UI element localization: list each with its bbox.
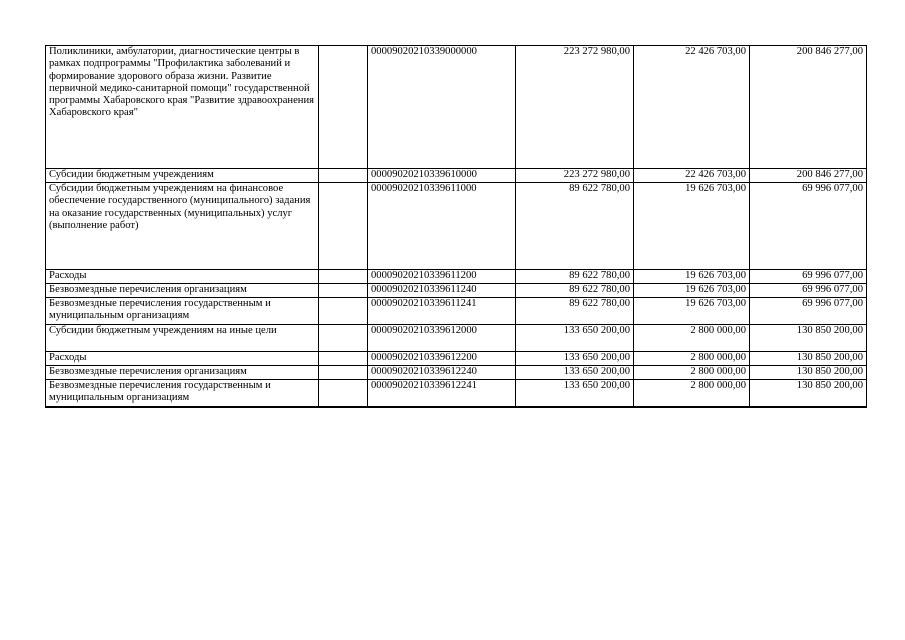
row-name-cell: Безвозмездные перечисления организациям <box>46 284 319 298</box>
table-row <box>46 380 867 408</box>
row-code-cell: 00009020210339611200 <box>368 270 516 284</box>
table-row <box>46 270 867 284</box>
row-code-cell: 00009020210339611240 <box>368 284 516 298</box>
row-code-cell: 00009020210339611000 <box>368 183 516 270</box>
row-name-cell: Поликлиники, амбулатории, диагностические центры в рамках подпрограммы "Профилактика заболеваний и формирование здорового образа жизни. Развитие первичной медико-санитарной помощи" государственной программы Хабаровского края "Развитие здравоохранения Хабаровского края" <box>46 46 319 169</box>
empty-cell <box>319 380 368 408</box>
row-value2-cell: 22 426 703,00 <box>634 169 750 183</box>
row-value2-cell: 2 800 000,00 <box>634 352 750 366</box>
table-row <box>46 46 867 169</box>
row-value1-cell: 89 622 780,00 <box>516 183 634 270</box>
row-code-cell: 00009020210339610000 <box>368 169 516 183</box>
table-row <box>46 284 867 298</box>
row-name-cell: Расходы <box>46 352 319 366</box>
row-value3-cell: 200 846 277,00 <box>750 46 867 169</box>
row-name-cell: Субсидии бюджетным учреждениям на финансовое обеспечение государственного (муниципального) задания на оказание государственных (муниципальных) услуг (выполнение работ) <box>46 183 319 270</box>
row-code-cell: 00009020210339612241 <box>368 380 516 408</box>
row-value1-cell: 133 650 200,00 <box>516 352 634 366</box>
row-value3-cell: 130 850 200,00 <box>750 366 867 380</box>
empty-cell <box>319 183 368 270</box>
empty-cell <box>319 352 368 366</box>
budget-table <box>45 45 867 408</box>
row-name-cell: Безвозмездные перечисления государственным и муниципальным организациям <box>46 380 319 408</box>
empty-cell <box>319 270 368 284</box>
row-value2-cell: 19 626 703,00 <box>634 270 750 284</box>
row-code-cell: 00009020210339612200 <box>368 352 516 366</box>
table-row <box>46 325 867 352</box>
row-value3-cell: 69 996 077,00 <box>750 298 867 325</box>
row-value1-cell: 133 650 200,00 <box>516 366 634 380</box>
row-value1-cell: 89 622 780,00 <box>516 298 634 325</box>
row-value2-cell: 2 800 000,00 <box>634 380 750 408</box>
row-value2-cell: 19 626 703,00 <box>634 298 750 325</box>
table-row <box>46 169 867 183</box>
row-code-cell: 00009020210339000000 <box>368 46 516 169</box>
row-code-cell: 00009020210339611241 <box>368 298 516 325</box>
empty-cell <box>319 46 368 169</box>
row-value2-cell: 22 426 703,00 <box>634 46 750 169</box>
empty-cell <box>319 298 368 325</box>
table-row <box>46 298 867 325</box>
row-value2-cell: 19 626 703,00 <box>634 183 750 270</box>
row-value1-cell: 133 650 200,00 <box>516 325 634 352</box>
table-row <box>46 352 867 366</box>
row-value2-cell: 2 800 000,00 <box>634 325 750 352</box>
table-row <box>46 366 867 380</box>
row-value3-cell: 130 850 200,00 <box>750 325 867 352</box>
row-code-cell: 00009020210339612000 <box>368 325 516 352</box>
row-value1-cell: 89 622 780,00 <box>516 284 634 298</box>
empty-cell <box>319 169 368 183</box>
row-name-cell: Субсидии бюджетным учреждениям <box>46 169 319 183</box>
row-code-cell: 00009020210339612240 <box>368 366 516 380</box>
row-value2-cell: 19 626 703,00 <box>634 284 750 298</box>
row-value1-cell: 89 622 780,00 <box>516 270 634 284</box>
row-value3-cell: 69 996 077,00 <box>750 183 867 270</box>
empty-cell <box>319 325 368 352</box>
row-name-cell: Безвозмездные перечисления государственным и муниципальным организациям <box>46 298 319 325</box>
row-value3-cell: 130 850 200,00 <box>750 380 867 408</box>
empty-cell <box>319 366 368 380</box>
row-name-cell: Расходы <box>46 270 319 284</box>
row-name-cell: Безвозмездные перечисления организациям <box>46 366 319 380</box>
row-value1-cell: 133 650 200,00 <box>516 380 634 408</box>
table-row <box>46 183 867 270</box>
empty-cell <box>319 284 368 298</box>
row-value3-cell: 69 996 077,00 <box>750 270 867 284</box>
row-value3-cell: 69 996 077,00 <box>750 284 867 298</box>
row-value1-cell: 223 272 980,00 <box>516 169 634 183</box>
row-value1-cell: 223 272 980,00 <box>516 46 634 169</box>
row-value3-cell: 200 846 277,00 <box>750 169 867 183</box>
row-value2-cell: 2 800 000,00 <box>634 366 750 380</box>
row-value3-cell: 130 850 200,00 <box>750 352 867 366</box>
row-name-cell: Субсидии бюджетным учреждениям на иные цели <box>46 325 319 352</box>
